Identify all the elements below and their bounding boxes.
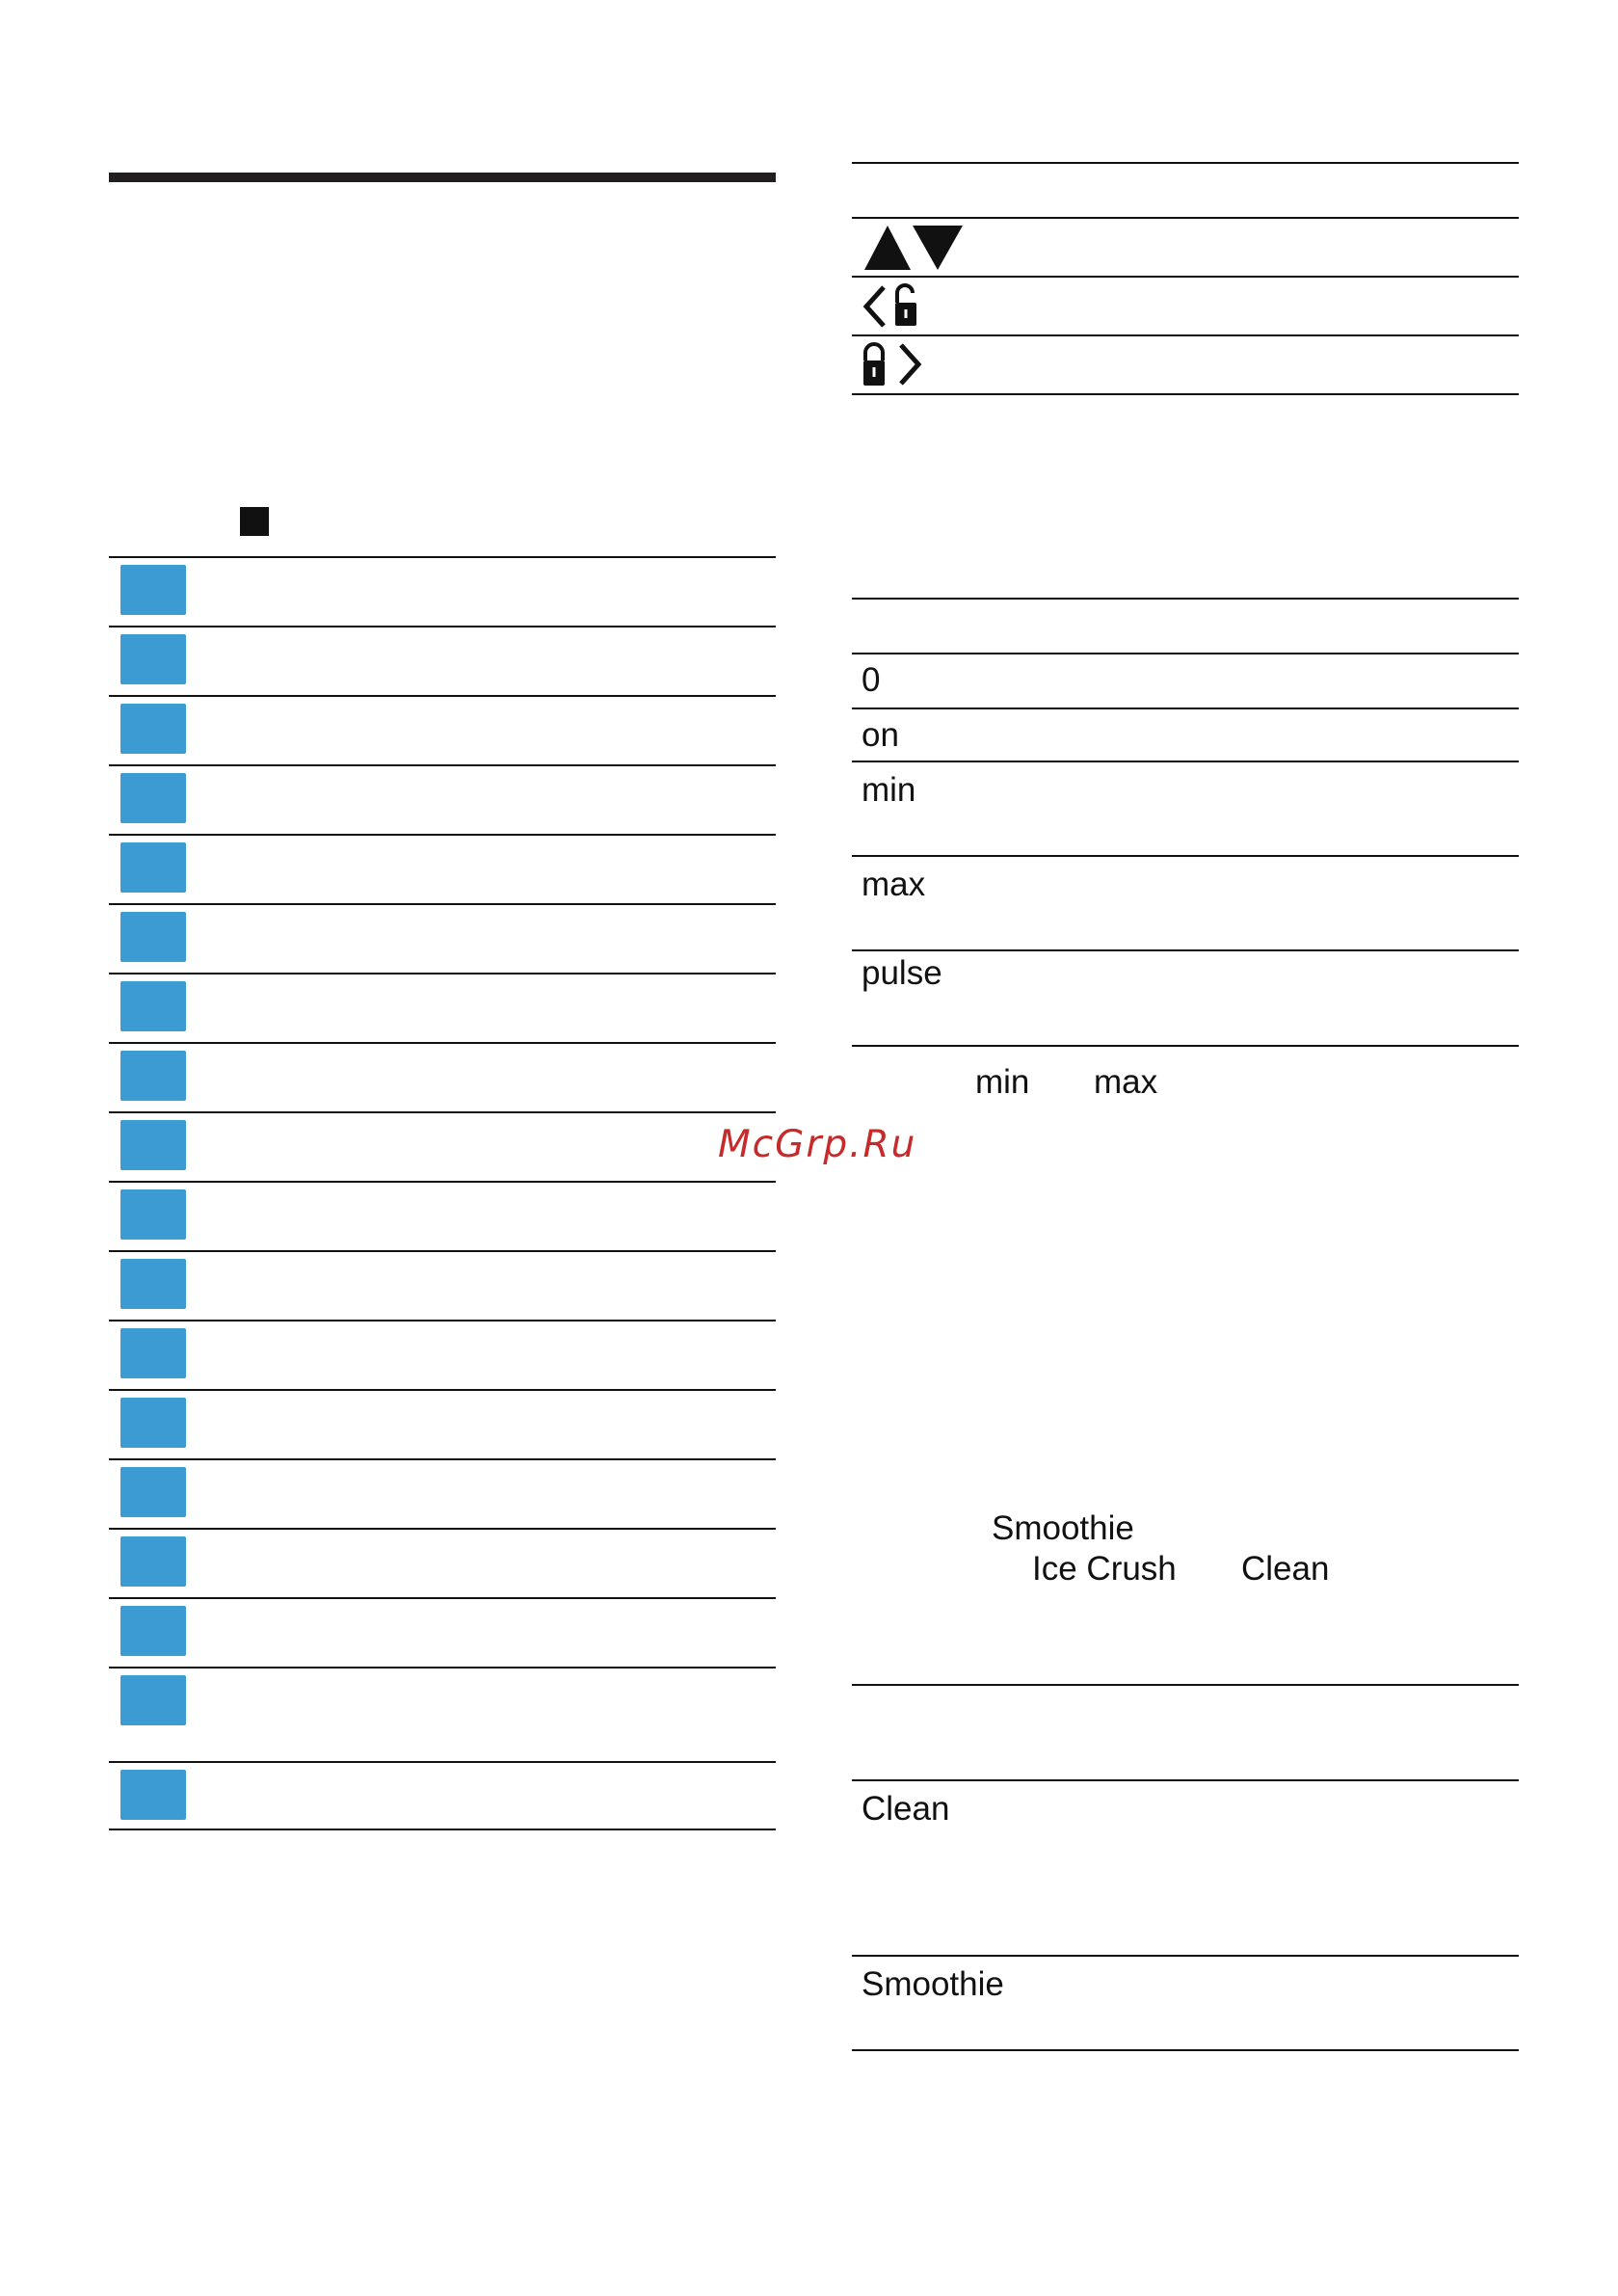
table-rule	[852, 2049, 1519, 2051]
table-rule	[852, 217, 1519, 219]
table-rule	[852, 393, 1519, 395]
table-rule	[852, 1045, 1519, 1047]
note-max: max	[1094, 1063, 1158, 1101]
table-row	[109, 695, 776, 764]
table-rule	[852, 653, 1519, 654]
table-row	[109, 764, 776, 834]
blue-marker	[120, 1120, 186, 1170]
table-rule	[852, 761, 1519, 762]
blue-marker	[120, 773, 186, 823]
blue-marker	[120, 634, 186, 684]
speed-label-on: on	[862, 716, 899, 754]
blue-marker	[120, 1189, 186, 1240]
table-row	[109, 1458, 776, 1528]
blue-marker	[120, 1051, 186, 1101]
table-rule	[852, 598, 1519, 600]
table-row	[109, 1597, 776, 1667]
table-row	[109, 1667, 776, 1761]
table-rule	[852, 1684, 1519, 1686]
blue-marker	[120, 1675, 186, 1725]
speed-label-min: min	[862, 771, 916, 809]
program-label-clean: Clean	[862, 1790, 950, 1828]
table-row	[109, 1389, 776, 1458]
blue-marker	[120, 1467, 186, 1517]
table-rule	[852, 162, 1519, 164]
watermark: McGrp.Ru	[718, 1123, 917, 1166]
table-row	[109, 1181, 776, 1250]
blue-marker	[120, 704, 186, 754]
program-ice-crush-text: Ice Crush	[1032, 1550, 1177, 1588]
table-rule	[852, 1955, 1519, 1957]
table-rule	[852, 949, 1519, 951]
blue-marker	[120, 842, 186, 893]
blue-marker	[120, 1606, 186, 1656]
speed-label-pulse: pulse	[862, 954, 942, 992]
table-row	[109, 1250, 776, 1320]
back-unlock-icon	[861, 281, 928, 335]
blue-marker	[120, 912, 186, 962]
table-row	[109, 1528, 776, 1597]
controls-table	[109, 556, 776, 1830]
blue-marker	[120, 565, 186, 615]
table-row	[109, 834, 776, 903]
heading-rule	[109, 173, 776, 182]
table-row	[109, 973, 776, 1042]
program-smoothie-text: Smoothie	[992, 1509, 1134, 1547]
note-min: min	[975, 1063, 1030, 1101]
speed-label-max: max	[862, 866, 926, 903]
table-row	[109, 1761, 776, 1830]
table-rule	[852, 334, 1519, 336]
table-row	[109, 1042, 776, 1111]
blue-marker	[120, 1536, 186, 1587]
blue-marker	[120, 1770, 186, 1820]
table-rule	[852, 707, 1519, 709]
black-square-marker	[240, 507, 269, 536]
table-rule	[852, 855, 1519, 857]
table-rule	[852, 1779, 1519, 1781]
program-clean-text: Clean	[1241, 1550, 1330, 1588]
blue-marker	[120, 981, 186, 1031]
table-row	[109, 1320, 776, 1389]
lock-forward-icon	[861, 339, 928, 393]
table-row	[109, 556, 776, 626]
speed-label-zero: 0	[862, 661, 881, 699]
blue-marker	[120, 1328, 186, 1378]
table-rule	[852, 276, 1519, 278]
table-row	[109, 626, 776, 695]
table-row	[109, 1111, 776, 1181]
table-row	[109, 903, 776, 973]
blue-marker	[120, 1398, 186, 1448]
up-down-arrows-icon	[861, 222, 967, 276]
program-label-smoothie: Smoothie	[862, 1965, 1004, 2003]
blue-marker	[120, 1259, 186, 1309]
